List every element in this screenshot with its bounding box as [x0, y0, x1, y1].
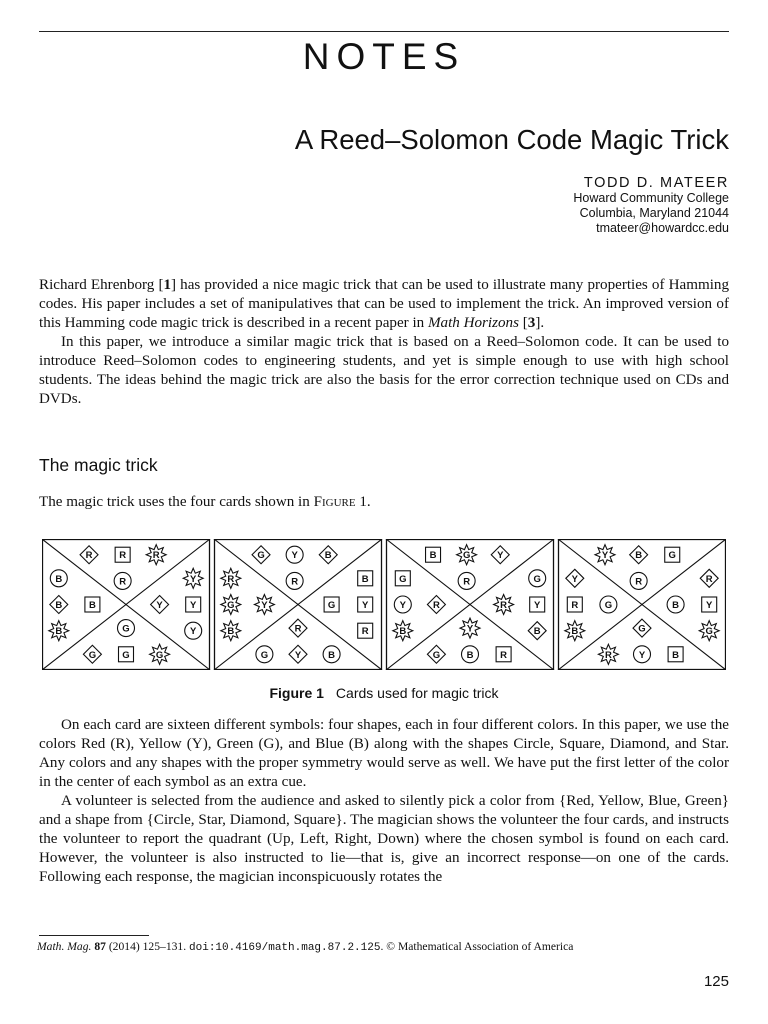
symbol-star-icon — [221, 621, 241, 641]
figure-1-cards — [42, 539, 726, 670]
symbol-color-letter: G — [668, 550, 676, 562]
symbol-color-letter: Y — [294, 649, 302, 661]
symbol-color-letter: B — [361, 573, 369, 585]
symbol-color-letter: R — [432, 600, 440, 611]
footer-doi: doi:10.4169/math.mag.87.2.125 — [189, 942, 381, 954]
symbol-color-letter: Y — [601, 550, 609, 562]
symbol-square-icon — [358, 623, 373, 638]
symbol-square-icon — [668, 647, 683, 662]
symbol-color-letter: R — [635, 576, 643, 588]
symbol-square-icon — [395, 571, 410, 586]
symbol-star-icon — [254, 595, 274, 615]
symbol-color-letter: Y — [571, 573, 578, 585]
symbol-circle-icon — [286, 546, 303, 563]
symbol-color-letter: Y — [261, 600, 268, 611]
symbol-star-icon — [699, 621, 719, 641]
magic-trick-paragraph: The magic trick uses the four cards shown in Figure 1. — [39, 494, 371, 510]
footer-journal: Math. Mag. — [37, 940, 92, 953]
symbol-color-letter: B — [672, 649, 680, 661]
symbol-color-letter: Y — [190, 626, 197, 638]
section-heading-magic-trick: The magic trick — [39, 455, 158, 475]
page-number: 125 — [703, 973, 729, 990]
symbol-color-letter: R — [119, 576, 127, 588]
top-rule — [39, 31, 729, 32]
symbol-square-icon — [85, 597, 100, 612]
symbol-circle-icon — [286, 572, 303, 589]
symbol-circle-icon — [529, 570, 546, 587]
symbol-color-letter: B — [324, 550, 332, 562]
symbol-color-letter: B — [88, 600, 96, 611]
card-2 — [214, 539, 382, 670]
symbol-color-letter: R — [571, 600, 579, 611]
symbol-color-letter: G — [399, 573, 407, 585]
symbol-square-icon — [358, 597, 373, 612]
author-name: TODD D. MATEER — [583, 175, 729, 191]
symbol-color-letter: G — [432, 649, 441, 661]
symbol-color-letter: G — [638, 623, 646, 635]
symbol-star-icon — [460, 618, 480, 638]
symbol-square-icon — [358, 571, 373, 586]
symbol-color-letter: Y — [466, 623, 474, 635]
symbol-color-letter: R — [294, 623, 302, 635]
footer-citation: Math. Mag. 87 (2014) 125–131. doi:10.4169/math.mag.87.2.125. © Mathematical Association of America — [37, 940, 574, 954]
symbol-color-letter: G — [260, 649, 269, 661]
symbol-color-letter: B — [571, 626, 579, 638]
symbol-color-letter: R — [604, 649, 612, 661]
symbol-color-letter: Y — [497, 550, 504, 562]
symbol-color-letter: B — [55, 573, 63, 585]
symbol-circle-icon — [50, 570, 67, 587]
symbol-square-icon — [530, 597, 545, 612]
citation-1: 1 — [163, 277, 172, 293]
symbol-color-letter: G — [257, 550, 265, 562]
symbol-color-letter: Y — [291, 550, 298, 562]
affiliation-email: tmateer@howardcc.edu — [596, 221, 729, 235]
symbol-circle-icon — [323, 646, 340, 663]
symbol-color-letter: R — [85, 550, 93, 562]
symbol-star-icon — [598, 644, 618, 664]
symbol-color-letter: B — [55, 626, 63, 638]
symbol-square-icon — [567, 597, 582, 612]
symbol-color-letter: G — [122, 623, 130, 635]
symbol-color-letter: G — [604, 600, 613, 611]
section-heading: NOTES — [302, 36, 466, 77]
card-4 — [558, 539, 726, 670]
journal-name: Math Horizons — [427, 315, 519, 331]
symbol-color-letter: G — [155, 649, 164, 661]
symbol-circle-icon — [114, 572, 131, 589]
symbol-color-letter: B — [227, 626, 235, 638]
symbol-color-letter: Y — [156, 600, 163, 611]
symbol-color-letter: G — [462, 550, 471, 562]
symbol-color-letter: B — [399, 626, 407, 638]
symbol-circle-icon — [630, 572, 647, 589]
symbol-star-icon — [221, 568, 241, 588]
intro-section — [39, 276, 729, 409]
symbol-square-icon — [426, 547, 441, 562]
card-3 — [386, 539, 554, 670]
symbol-color-letter: R — [705, 573, 713, 585]
symbol-color-letter: B — [672, 600, 680, 611]
symbol-square-icon — [496, 647, 511, 662]
body-paragraph-2: A volunteer is selected from the audience and asked to silently pick a color from {Red, Yellow, Blue, Green} and a shape from {Circle, Star, Diamond, Square}. The magician shows the volunteer the four cards, and instructs the volunteer to report the quadrant (Up, Left, Right, Down) where the chosen symbol is found on each card. However, the volunteer is also instructed to lie—that is, give an incorrect response—on one of the cards. Following each response, the magician inconspicuously rotates the — [39, 793, 729, 885]
symbol-star-icon — [150, 644, 170, 664]
symbol-color-letter: Y — [638, 649, 646, 661]
symbol-circle-icon — [634, 646, 651, 663]
symbol-color-letter: G — [227, 600, 235, 611]
symbol-color-letter: G — [122, 649, 130, 661]
symbol-star-icon — [457, 545, 477, 565]
symbol-color-letter: Y — [190, 600, 197, 611]
affiliation-location: Columbia, Maryland 21044 — [579, 206, 729, 220]
article-title: A Reed–Solomon Code Magic Trick — [294, 124, 729, 155]
symbol-star-icon — [595, 545, 615, 565]
symbol-star-icon — [183, 568, 203, 588]
symbol-color-letter: R — [463, 576, 471, 588]
symbol-color-letter: R — [152, 550, 160, 562]
footnote-rule — [39, 935, 149, 936]
body-section — [39, 716, 729, 887]
symbol-color-letter: Y — [362, 600, 369, 611]
figure-1-caption — [0, 685, 768, 701]
symbol-color-letter: B — [533, 626, 541, 638]
symbol-color-letter: B — [55, 600, 63, 611]
symbol-square-icon — [119, 647, 134, 662]
symbol-star-icon — [146, 545, 166, 565]
symbol-color-letter: Y — [190, 573, 197, 585]
symbol-color-letter: R — [500, 600, 508, 611]
symbol-star-icon — [494, 595, 514, 615]
symbol-circle-icon — [185, 622, 202, 639]
symbol-color-letter: Y — [399, 600, 406, 611]
symbol-color-letter: G — [533, 573, 541, 585]
footer-volume: 87 — [94, 940, 106, 953]
symbol-circle-icon — [118, 620, 135, 637]
symbol-square-icon — [186, 597, 201, 612]
body-paragraph-1: On each card are sixteen different symbols: four shapes, each in four different colors. In this paper, we use the colors Red (R), Yellow (Y), Green (G), and Blue (B) along with the shapes Circle, Square, Diamond, and Star. Any colors and any shapes with the proper symmetry would serve as well. We have put the first letter of the color in the center of each symbol as an extra cue. — [39, 717, 729, 790]
symbol-square-icon — [115, 547, 130, 562]
symbol-star-icon — [49, 621, 69, 641]
symbol-color-letter: B — [429, 550, 437, 562]
symbol-star-icon — [221, 595, 241, 615]
symbol-circle-icon — [600, 596, 617, 613]
intro-paragraph-1: Richard Ehrenborg [1] has provided a nice magic trick that can be used to illustrate many properties of Hamming codes. His paper includes a set of manipulatives that can be used to implement the trick. An improved version of this Hamming code magic trick is described in a recent paper in Math Horizons [3]. — [39, 277, 729, 331]
symbol-star-icon — [565, 621, 585, 641]
symbol-color-letter: R — [227, 573, 235, 585]
symbol-color-letter: R — [500, 649, 508, 661]
symbol-star-icon — [393, 621, 413, 641]
symbol-circle-icon — [462, 646, 479, 663]
symbol-circle-icon — [667, 596, 684, 613]
magic-trick-intro — [39, 493, 729, 512]
card-1 — [42, 539, 210, 670]
affiliation-institution: Howard Community College — [573, 191, 729, 205]
symbol-color-letter: R — [291, 576, 299, 588]
symbol-color-letter: B — [328, 649, 336, 661]
figure-caption-text: Cards used for magic trick — [335, 685, 499, 701]
symbol-color-letter: G — [88, 649, 97, 661]
symbol-color-letter: G — [327, 600, 336, 611]
symbol-color-letter: R — [361, 626, 369, 638]
symbol-color-letter: Y — [706, 600, 713, 611]
symbol-color-letter: R — [119, 550, 127, 562]
symbol-circle-icon — [256, 646, 273, 663]
symbol-square-icon — [665, 547, 680, 562]
symbol-square-icon — [324, 597, 339, 612]
citation-3: 3 — [527, 315, 536, 331]
symbol-color-letter: G — [705, 626, 713, 638]
symbol-color-letter: B — [635, 550, 643, 562]
symbol-circle-icon — [394, 596, 411, 613]
author-affiliation — [573, 191, 729, 236]
intro-paragraph-2: In this paper, we introduce a similar magic trick that is based on a Reed–Solomon code. It can be used to introduce Reed–Solomon codes to engineering students, and yet is simple enough to use with high school students. The ideas behind the magic trick are also the basis for the error correction technique used on CDs and DVDs. — [39, 334, 729, 407]
symbol-circle-icon — [458, 572, 475, 589]
symbol-color-letter: Y — [534, 600, 541, 611]
symbol-color-letter: B — [466, 649, 474, 661]
figure-label: Figure 1 — [269, 685, 324, 701]
symbol-square-icon — [702, 597, 717, 612]
